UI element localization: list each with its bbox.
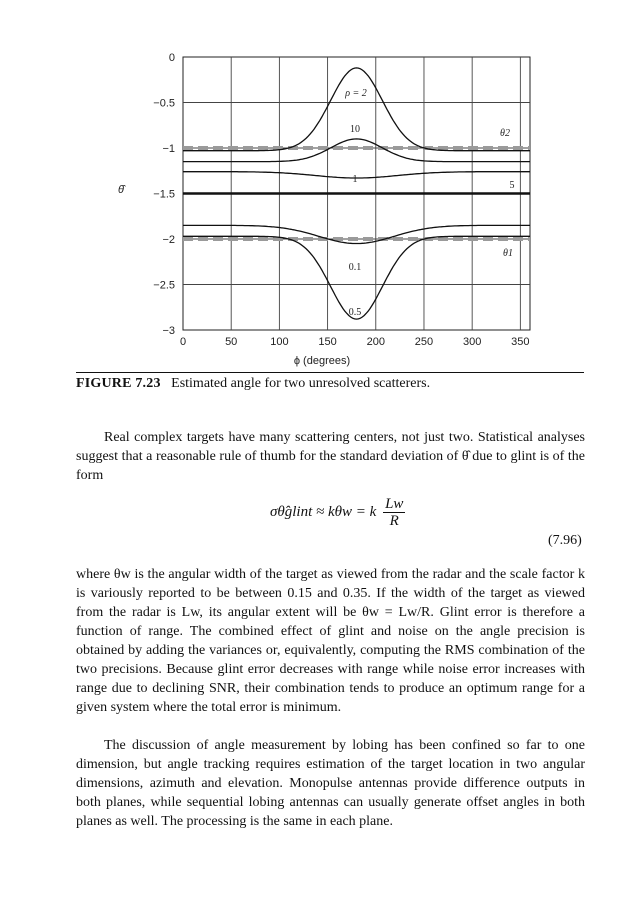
y-tick-label: −1 — [162, 143, 175, 155]
paragraph-1: Real complex targets have many scattering centers, not just two. Statistical analyses suggest that a reasonable rule of thumb for the standard deviation of θ̂ due to glint is of the form — [76, 430, 585, 483]
equation-lhs: σθ̂glint ≈ kθw = k — [270, 503, 377, 520]
curve-label-0.5: 0.5 — [348, 307, 362, 318]
x-tick-label: 200 — [366, 336, 385, 348]
x-tick-label: 150 — [318, 336, 337, 348]
curve-label-10: 10 — [350, 124, 360, 135]
figure-number: FIGURE 7.23 — [76, 376, 161, 391]
figure-caption — [76, 376, 586, 392]
equation-fraction — [383, 496, 405, 529]
y-tick-label: −0.5 — [153, 97, 175, 110]
curve-label-1: 1 — [352, 174, 358, 185]
x-axis-label: ϕ (degrees) — [293, 355, 351, 367]
equation-numerator: Lw — [385, 496, 404, 512]
curve-label-0.1: 0.1 — [348, 262, 362, 273]
paragraph-2: where θw is the angular width of the target as viewed from the radar and the scale factor k is variously reported to be between 0.15 and 0.35. If the width of the target as viewed from the radar is Lw, its angular extent will be θw = Lw/R. Glint error is therefore a function of range. The combined effect of glint and noise on the angle precision is obtained by adding the variances or, equivalently, computing the RMS combination of the two precisions. Because glint error decreases with range while noise error increases with range due to declining SNR, their combination tends to produce an optimum range for a given system where the total error is minimum. — [76, 567, 585, 715]
x-tick-label: 0 — [179, 336, 187, 348]
reference-label-θ1: θ1 — [503, 248, 513, 259]
reference-label-θ2: θ2 — [500, 128, 510, 139]
curve-label-5: 5 — [509, 180, 515, 191]
estimated-angle-chart — [0, 0, 636, 372]
x-tick-label: 250 — [414, 336, 434, 348]
x-tick-label: 100 — [270, 336, 289, 348]
data-series — [183, 68, 530, 319]
equation-7-96 — [270, 496, 405, 529]
equation-number: (7.96) — [548, 533, 582, 548]
y-tick-label: −1.5 — [153, 188, 175, 201]
axis-ticks — [153, 52, 529, 348]
paragraph-3: The discussion of angle measurement by lobing has been confined so far to one dimension, but angle tracking requires estimation of the target location in two angular dimensions, azimuth and elevation. Monopulse antennas provide difference outputs in both planes, while sequential lobing antennas can usually generate offset angles in both planes as well. The processing is the same in each plane. — [76, 738, 585, 829]
caption-rule — [76, 372, 584, 373]
y-tick-label: 0 — [168, 52, 175, 64]
y-axis-label: θ̂ — [118, 184, 124, 196]
y-tick-label: −2 — [162, 234, 175, 246]
equation-denominator: R — [389, 513, 399, 529]
figure-caption-text: Estimated angle for two unresolved scatterers. — [171, 376, 431, 391]
x-tick-label: 350 — [511, 336, 530, 348]
y-tick-label: −2.5 — [153, 279, 175, 292]
y-tick-label: −3 — [162, 325, 175, 337]
x-tick-label: 50 — [225, 336, 238, 348]
curve-labels — [344, 88, 514, 318]
x-tick-label: 300 — [462, 336, 482, 348]
curve-label-2: ρ = 2 — [345, 88, 367, 99]
